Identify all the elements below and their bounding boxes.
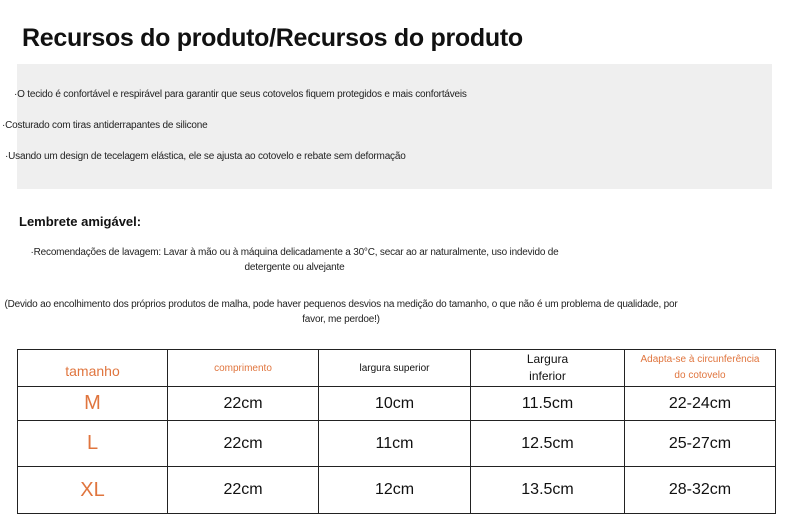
size-cell: M: [18, 387, 168, 421]
feature-item-silicone: ·Costurado com tiras antiderrapantes de silicone: [2, 120, 208, 131]
table-row: [18, 387, 776, 421]
shrinkage-note: (Devido ao encolhimento dos próprios produtos de malha, pode haver pequenos desvios na medição do tamanho, o que não é um problema de qualidade, por favor, me perdoe!): [4, 299, 678, 325]
header-upper-width: largura superior: [319, 350, 471, 387]
header-elbow-circumference-label: Adapta-se à circunferência do cotovelo: [640, 354, 760, 381]
feature-item-fabric: ·O tecido é confortável e respirável para garantir que seus cotovelos fiquem protegidos e mais confortáveis: [14, 89, 467, 100]
lower-width-cell: 13.5cm: [471, 467, 625, 514]
circumference-cell: 25-27cm: [625, 421, 776, 467]
upper-width-cell: 10cm: [319, 387, 471, 421]
length-cell: 22cm: [168, 467, 319, 514]
washing-recommendation: ·Recomendações de lavagem: Lavar à mão ou à máquina delicadamente a 30°C, secar ao ar naturalmente, uso indevido de detergente ou alvejante: [30, 247, 559, 273]
reminder-heading: Lembrete amigável:: [19, 214, 142, 229]
length-cell: 22cm: [168, 387, 319, 421]
header-lower-width: [471, 350, 625, 387]
upper-width-cell: 12cm: [319, 467, 471, 514]
table-row: [18, 421, 776, 467]
size-table: [17, 349, 776, 514]
upper-width-cell: 11cm: [319, 421, 471, 467]
table-header-row: [18, 350, 776, 387]
size-cell: XL: [18, 467, 168, 514]
lower-width-cell: 11.5cm: [471, 387, 625, 421]
size-cell: L: [18, 421, 168, 467]
table-row: [18, 467, 776, 514]
feature-item-elastic: ·Usando um design de tecelagem elástica, ele se ajusta ao cotovelo e rebate sem deformação: [5, 151, 406, 162]
header-elbow-circumference: [625, 350, 776, 387]
header-size: tamanho: [18, 350, 168, 387]
circumference-cell: 28-32cm: [625, 467, 776, 514]
page-title: Recursos do produto/Recursos do produto: [22, 24, 523, 52]
header-length: comprimento: [168, 350, 319, 387]
lower-width-cell: 12.5cm: [471, 421, 625, 467]
header-lower-width-label: Largura inferior: [526, 352, 569, 383]
length-cell: 22cm: [168, 421, 319, 467]
circumference-cell: 22-24cm: [625, 387, 776, 421]
